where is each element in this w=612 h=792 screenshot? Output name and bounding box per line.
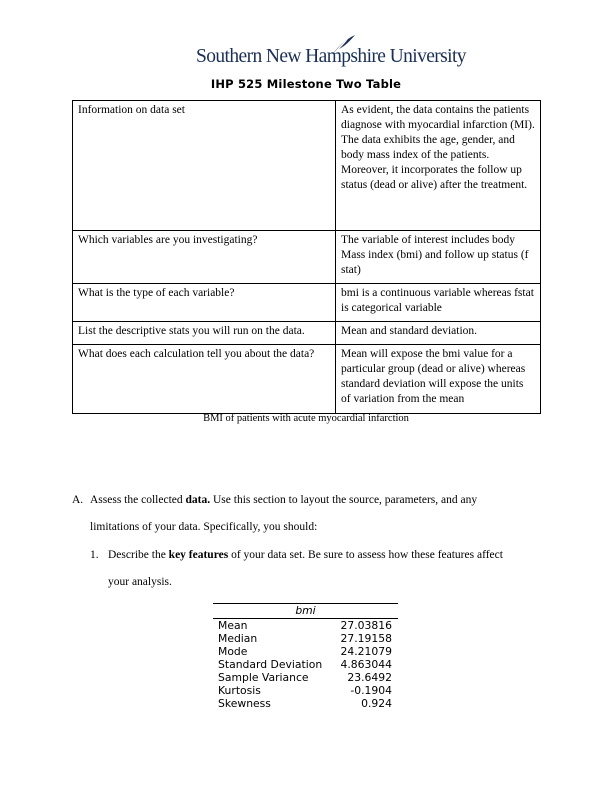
question-cell: List the descriptive stats you will run on the data.	[73, 322, 336, 345]
table-row	[73, 284, 541, 322]
document-title: IHP 525 Milestone Two Table	[210, 77, 402, 91]
section-a-marker: A.	[72, 494, 84, 506]
section-a-line-2: limitations of your data. Specifically, you should:	[90, 521, 318, 533]
question-cell: Information on data set	[73, 101, 336, 231]
stats-row: Skewness 0.924	[218, 697, 392, 710]
item-1-line-2: your analysis.	[108, 576, 172, 588]
quill-icon	[330, 34, 356, 56]
item-1-line-1: Describe the key features of your data set. Be sure to assess how these features affect	[108, 549, 503, 561]
stats-row: Sample Variance 23.6492	[218, 671, 392, 684]
question-cell: What is the type of each variable?	[73, 284, 336, 322]
section-a-bold: data.	[185, 494, 211, 506]
stats-row: Standard Deviation 4.863044	[218, 658, 392, 671]
question-cell: Which variables are you investigating?	[73, 231, 336, 284]
logo-text: Southern New Hampshire University	[196, 46, 466, 67]
item-1-bold: key features	[168, 549, 229, 561]
descriptive-stats-table	[213, 603, 398, 710]
stats-row: Kurtosis -0.1904	[218, 684, 392, 697]
item-1-marker: 1.	[90, 549, 99, 561]
answer-cell: As evident, the data contains the patients diagnose with myocardial infarction (MI). The data exhibits the age, gender, and body mass index of the patients. Moreover, it incorporates the follow up status (dead or alive) after the treatment.	[336, 101, 541, 231]
answer-cell: The variable of interest includes body Mass index (bmi) and follow up status (f stat)	[336, 231, 541, 284]
table-row	[73, 322, 541, 345]
table-caption: BMI of patients with acute myocardial infarction	[203, 413, 409, 424]
table-row	[73, 345, 541, 414]
stats-header: bmi	[295, 604, 316, 617]
section-a-line-1: Assess the collected data. Use this section to layout the source, parameters, and any	[90, 494, 478, 506]
university-logo	[196, 34, 466, 70]
answer-cell: Mean will expose the bmi value for a particular group (dead or alive) whereas standard deviation will expose the units of variation from the mean	[336, 345, 541, 414]
answer-cell: bmi is a continuous variable whereas fstat is categorical variable	[336, 284, 541, 322]
stats-row: Mode 24.21079	[218, 645, 392, 658]
stats-row: Mean 27.03816	[218, 619, 392, 632]
answer-cell: Mean and standard deviation.	[336, 322, 541, 345]
stats-row: Median 27.19158	[218, 632, 392, 645]
milestone-table	[72, 100, 541, 414]
table-row	[73, 231, 541, 284]
table-row	[73, 101, 541, 231]
question-cell: What does each calculation tell you about the data?	[73, 345, 336, 414]
